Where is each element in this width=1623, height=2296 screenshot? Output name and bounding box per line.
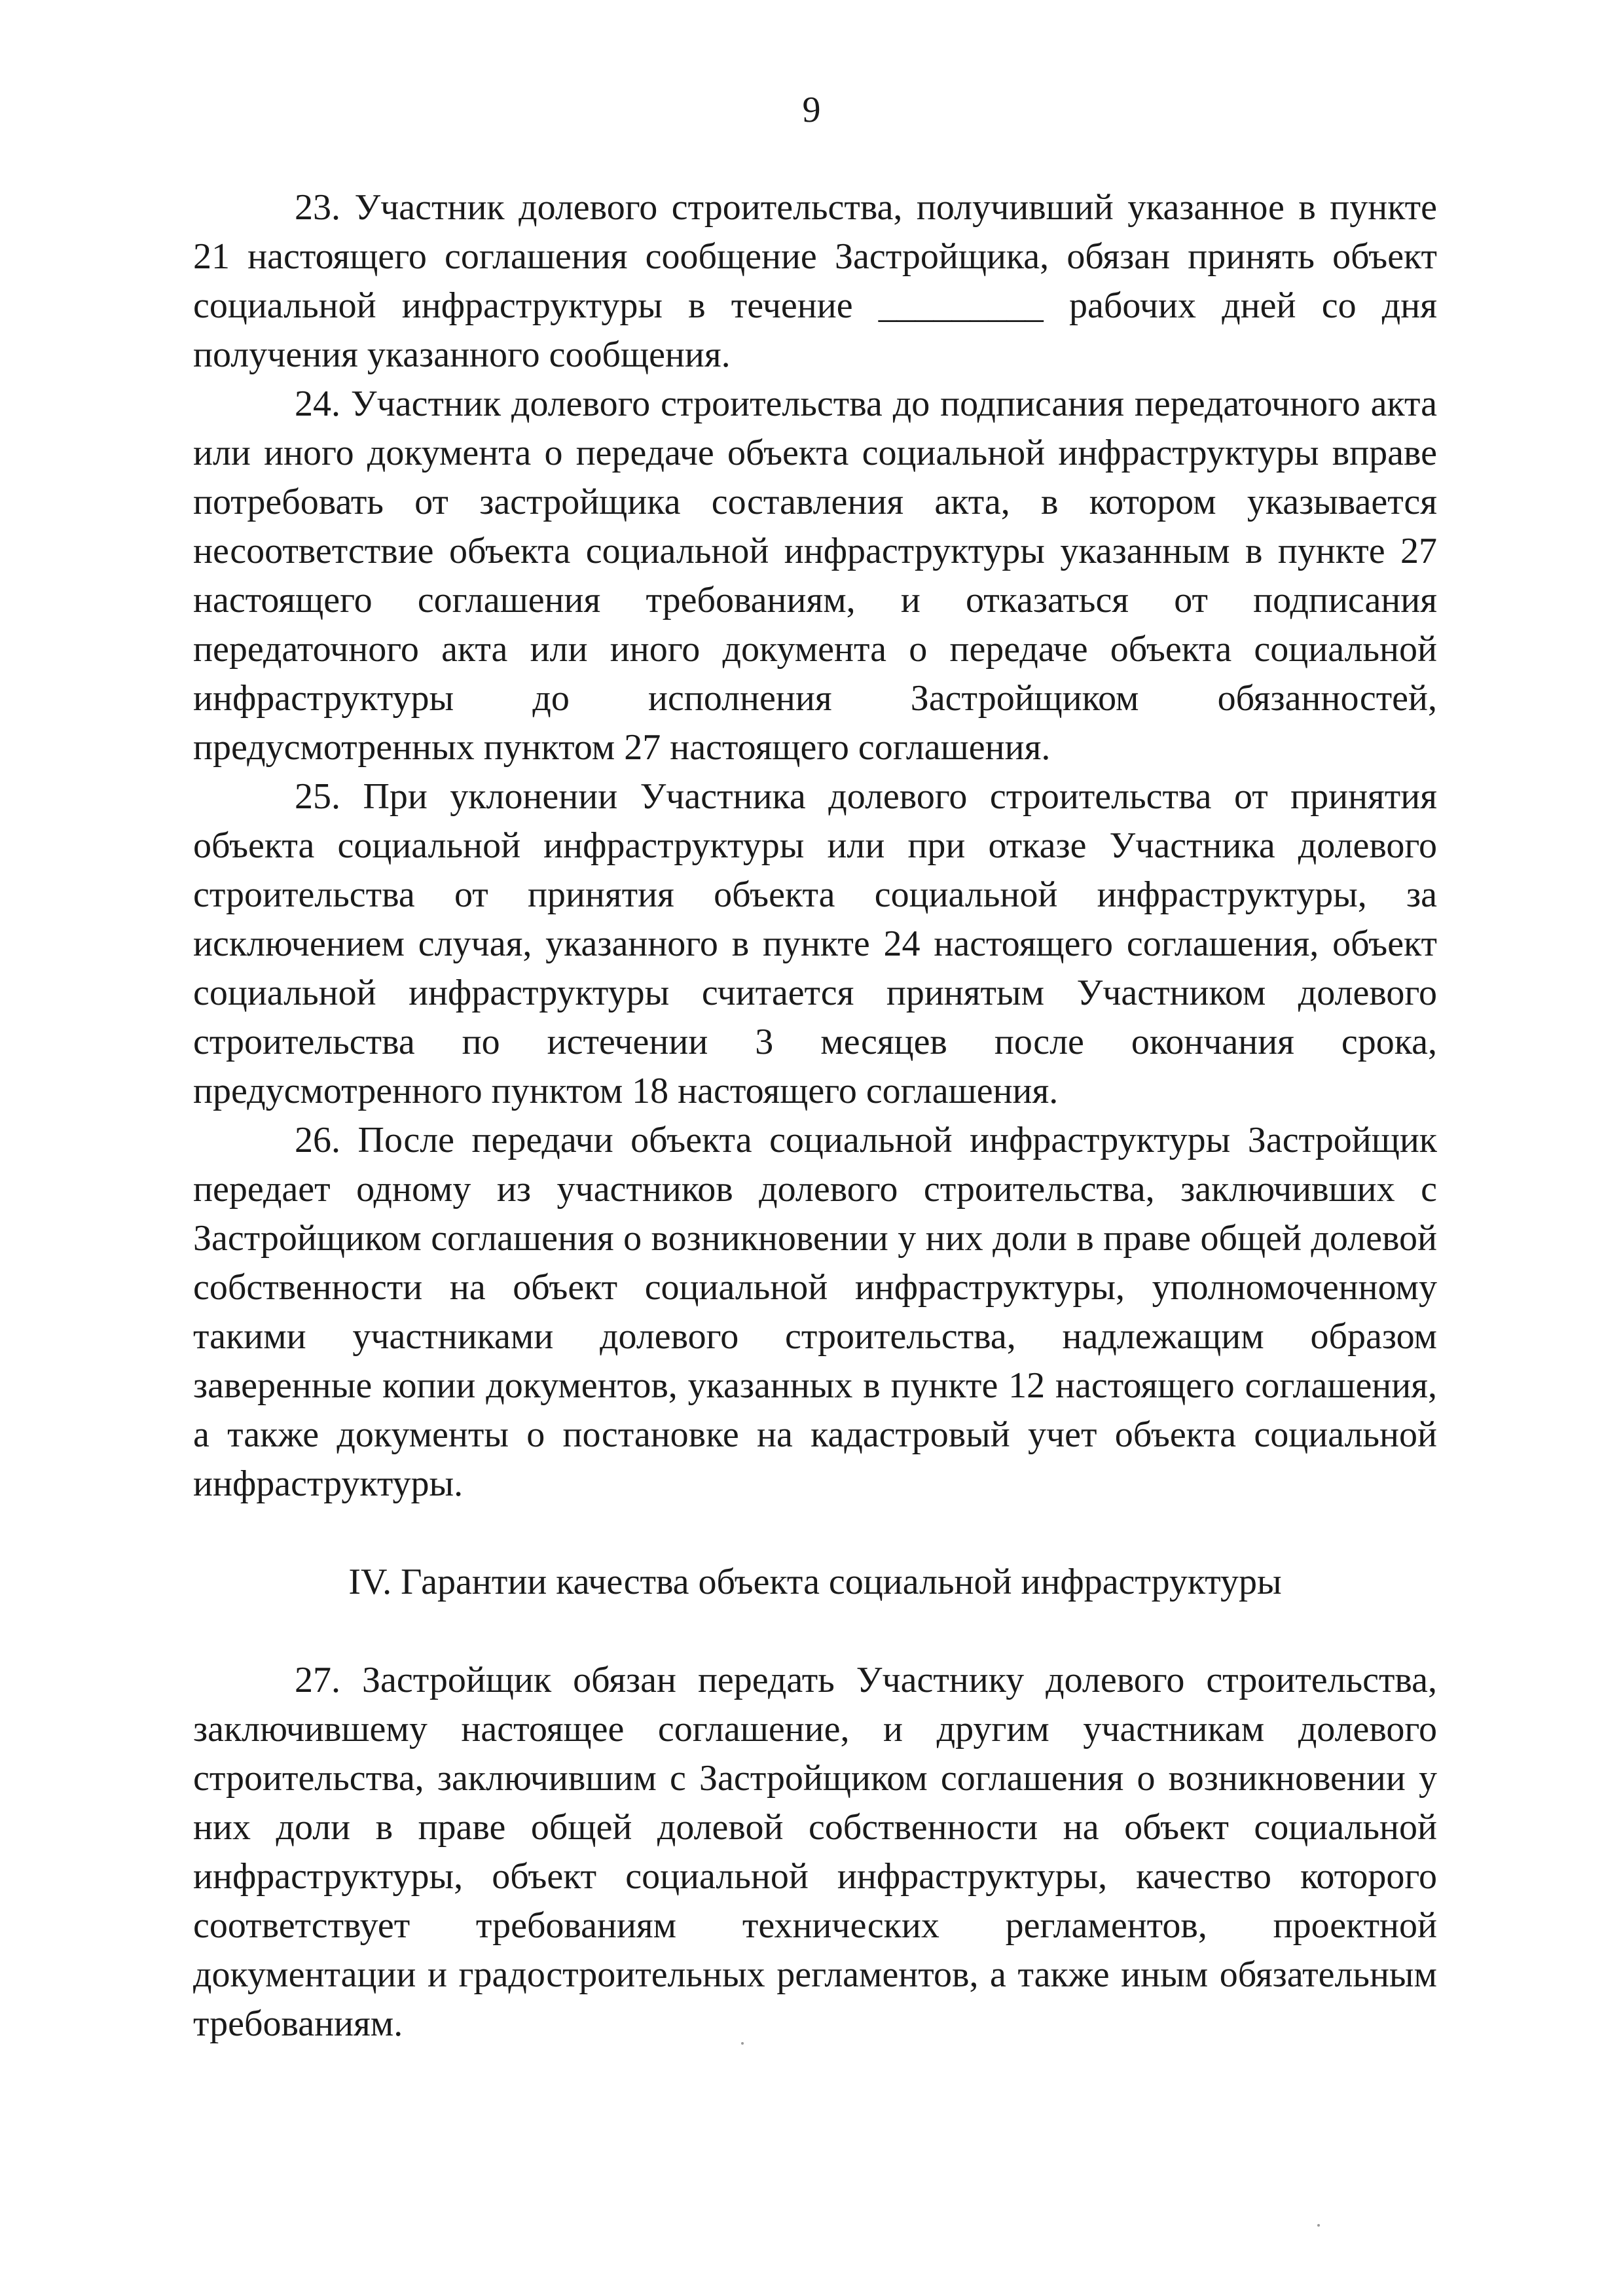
paragraph-25: 25. При уклонении Участника долевого строительства от принятия объекта социальной инфраструктуры или при отказе Участника долевого строительства от принятия объекта социальной инфраструктуры, за исключением случая, указанного в пункте 24 настоящего соглашения, объект социальной инфраструктуры считается принятым Участником долевого строительства по истечении 3 месяцев после окончания срока, предусмотренного пунктом 18 настоящего соглашения. <box>193 776 1437 1111</box>
paragraph-23: 23. Участник долевого строительства, получивший указанное в пункте 21 настоящего соглашения сообщение Застройщика, обязан принять объект социальной инфраструктуры в течение _________ рабочих дней со дня получения указанного сообщения. <box>193 187 1437 375</box>
section-heading: IV. Гарантии качества объекта социальной инфраструктуры <box>348 1562 1282 1602</box>
scan-speck <box>1317 2224 1320 2227</box>
paragraph-26: 26. После передачи объекта социальной инфраструктуры Застройщик передает одному из участников долевого строительства, заключивших с Застройщиком соглашения о возникновении у них доли в праве общей долевой собственности на объект социальной инфраструктуры, уполномоченному такими участниками долевого строительства, надлежащим образом заверенные копии документов, указанных в пункте 12 настоящего соглашения, а также документы о постановке на кадастровый учет объекта социальной инфраструктуры. <box>193 1120 1437 1504</box>
page-number: 9 <box>802 90 821 130</box>
paragraph-24: 24. Участник долевого строительства до подписания передаточного акта или иного документа о передаче объекта социальной инфраструктуры вправе потребовать от застройщика составления акта, в котором указывается несоответствие объекта социальной инфраструктуры указанным в пункте 27 настоящего соглашения требованиям, и отказаться от подписания передаточного акта или иного документа о передаче объекта социальной инфраструктуры до исполнения Застройщиком обязанностей, предусмотренных пунктом 27 настоящего соглашения. <box>193 384 1437 768</box>
scan-speck <box>741 2042 744 2045</box>
paragraph-27: 27. Застройщик обязан передать Участнику долевого строительства, заключившему настоящее соглашение, и другим участникам долевого строительства, заключившим с Застройщиком соглашения о возникновении у них доли в праве общей долевой собственности на объект социальной инфраструктуры, объект социальной инфраструктуры, качество которого соответствует требованиям технических регламентов, проектной документации и градостроительных регламентов, а также иным обязательным требованиям. <box>193 1660 1437 2044</box>
document-body <box>193 183 1437 2049</box>
